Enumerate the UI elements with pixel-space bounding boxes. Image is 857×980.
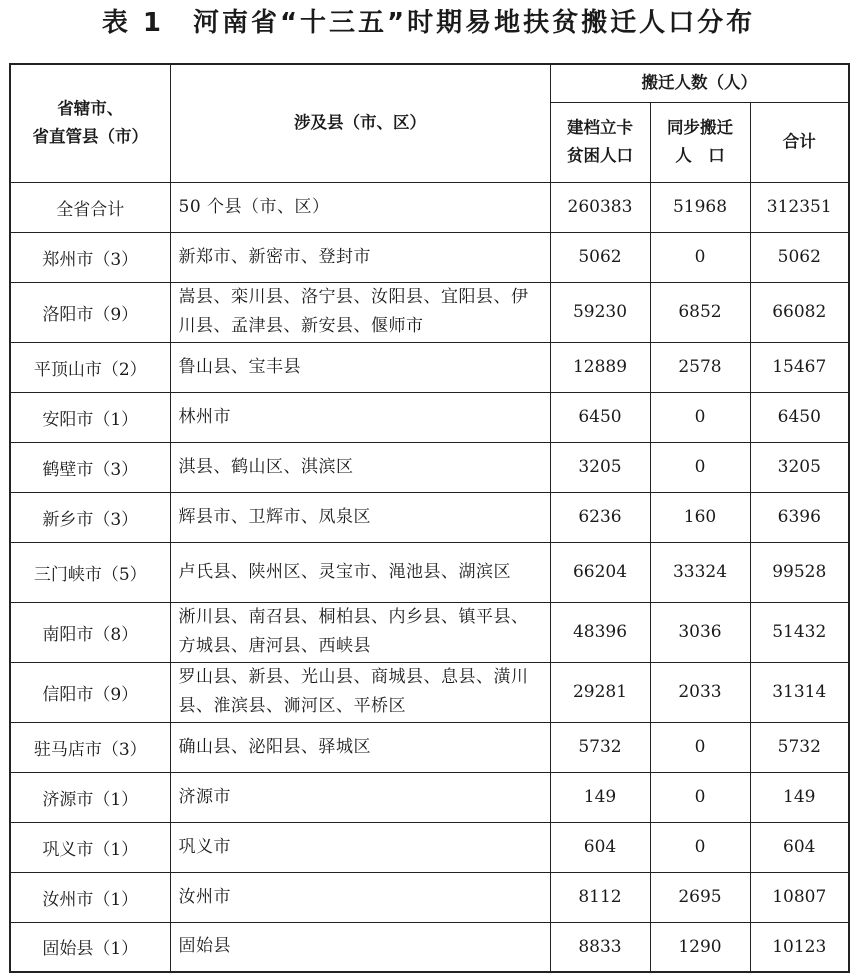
city-cell: 平顶山市（2）	[10, 342, 170, 392]
counties-cell: 鲁山县、宝丰县	[170, 342, 550, 392]
table-title: 表 1 河南省“十三五”时期易地扶贫搬迁人口分布	[101, 8, 756, 38]
city-cell: 信阳市（9）	[10, 662, 170, 722]
header-total: 合计	[750, 102, 849, 182]
registered-cell: 29281	[550, 662, 650, 722]
synchronous-cell: 6852	[650, 282, 750, 342]
counties-cell: 淇县、鹤山区、淇滨区	[170, 442, 550, 492]
header-population-group: 搬迁人数（人）	[550, 64, 849, 102]
synchronous-cell: 160	[650, 492, 750, 542]
city-cell: 汝州市（1）	[10, 872, 170, 922]
counties-cell: 辉县市、卫辉市、凤泉区	[170, 492, 550, 542]
city-cell: 驻马店市（3）	[10, 722, 170, 772]
table-row	[10, 822, 849, 872]
table-row	[10, 232, 849, 282]
synchronous-cell: 0	[650, 772, 750, 822]
city-cell: 固始县（1）	[10, 922, 170, 972]
table-row	[10, 542, 849, 602]
synchronous-cell: 0	[650, 822, 750, 872]
table-row	[10, 922, 849, 972]
total-cell: 149	[750, 772, 849, 822]
city-cell: 巩义市（1）	[10, 822, 170, 872]
registered-cell: 48396	[550, 602, 650, 662]
table-row	[10, 492, 849, 542]
table-row	[10, 342, 849, 392]
registered-cell: 59230	[550, 282, 650, 342]
synchronous-cell: 2578	[650, 342, 750, 392]
table-row	[10, 182, 849, 232]
counties-cell: 林州市	[170, 392, 550, 442]
synchronous-cell: 33324	[650, 542, 750, 602]
city-cell: 三门峡市（5）	[10, 542, 170, 602]
table-row	[10, 772, 849, 822]
total-cell: 31314	[750, 662, 849, 722]
registered-cell: 66204	[550, 542, 650, 602]
counties-cell: 新郑市、新密市、登封市	[170, 232, 550, 282]
counties-cell: 卢氏县、陕州区、灵宝市、渑池县、湖滨区	[170, 542, 550, 602]
registered-cell: 5732	[550, 722, 650, 772]
total-cell: 51432	[750, 602, 849, 662]
counties-cell: 固始县	[170, 922, 550, 972]
synchronous-cell: 0	[650, 442, 750, 492]
city-cell: 洛阳市（9）	[10, 282, 170, 342]
city-cell: 全省合计	[10, 182, 170, 232]
synchronous-cell: 51968	[650, 182, 750, 232]
city-cell: 南阳市（8）	[10, 602, 170, 662]
total-cell: 5062	[750, 232, 849, 282]
synchronous-cell: 0	[650, 232, 750, 282]
city-cell: 济源市（1）	[10, 772, 170, 822]
registered-cell: 149	[550, 772, 650, 822]
counties-cell: 罗山县、新县、光山县、商城县、息县、潢川县、淮滨县、浉河区、平桥区	[170, 662, 550, 722]
total-cell: 10123	[750, 922, 849, 972]
counties-cell: 济源市	[170, 772, 550, 822]
synchronous-cell: 3036	[650, 602, 750, 662]
registered-cell: 604	[550, 822, 650, 872]
total-cell: 15467	[750, 342, 849, 392]
city-cell: 安阳市（1）	[10, 392, 170, 442]
total-cell: 66082	[750, 282, 849, 342]
registered-cell: 6236	[550, 492, 650, 542]
counties-cell: 淅川县、南召县、桐柏县、内乡县、镇平县、方城县、唐河县、西峡县	[170, 602, 550, 662]
total-cell: 10807	[750, 872, 849, 922]
header-city: 省辖市、 省直管县（市）	[10, 64, 170, 182]
total-cell: 6396	[750, 492, 849, 542]
synchronous-cell: 2033	[650, 662, 750, 722]
synchronous-cell: 0	[650, 392, 750, 442]
city-cell: 新乡市（3）	[10, 492, 170, 542]
counties-cell: 汝州市	[170, 872, 550, 922]
table-row	[10, 722, 849, 772]
total-cell: 6450	[750, 392, 849, 442]
header-counties: 涉及县（市、区）	[170, 64, 550, 182]
header-registered: 建档立卡 贫困人口	[550, 102, 650, 182]
registered-cell: 8112	[550, 872, 650, 922]
synchronous-cell: 0	[650, 722, 750, 772]
registered-cell: 6450	[550, 392, 650, 442]
synchronous-cell: 1290	[650, 922, 750, 972]
table-row	[10, 392, 849, 442]
counties-cell: 50 个县（市、区）	[170, 182, 550, 232]
city-cell: 鹤壁市（3）	[10, 442, 170, 492]
registered-cell: 5062	[550, 232, 650, 282]
relocation-table	[9, 63, 850, 973]
total-cell: 604	[750, 822, 849, 872]
total-cell: 5732	[750, 722, 849, 772]
total-cell: 312351	[750, 182, 849, 232]
table-row	[10, 602, 849, 662]
header-synchronous: 同步搬迁 人 口	[650, 102, 750, 182]
synchronous-cell: 2695	[650, 872, 750, 922]
registered-cell: 8833	[550, 922, 650, 972]
registered-cell: 260383	[550, 182, 650, 232]
counties-cell: 嵩县、栾川县、洛宁县、汝阳县、宜阳县、伊川县、孟津县、新安县、偃师市	[170, 282, 550, 342]
registered-cell: 3205	[550, 442, 650, 492]
registered-cell: 12889	[550, 342, 650, 392]
counties-cell: 确山县、泌阳县、驿城区	[170, 722, 550, 772]
counties-cell: 巩义市	[170, 822, 550, 872]
table-row	[10, 442, 849, 492]
table-row	[10, 662, 849, 722]
table-row	[10, 282, 849, 342]
city-cell: 郑州市（3）	[10, 232, 170, 282]
total-cell: 3205	[750, 442, 849, 492]
table-row	[10, 872, 849, 922]
total-cell: 99528	[750, 542, 849, 602]
